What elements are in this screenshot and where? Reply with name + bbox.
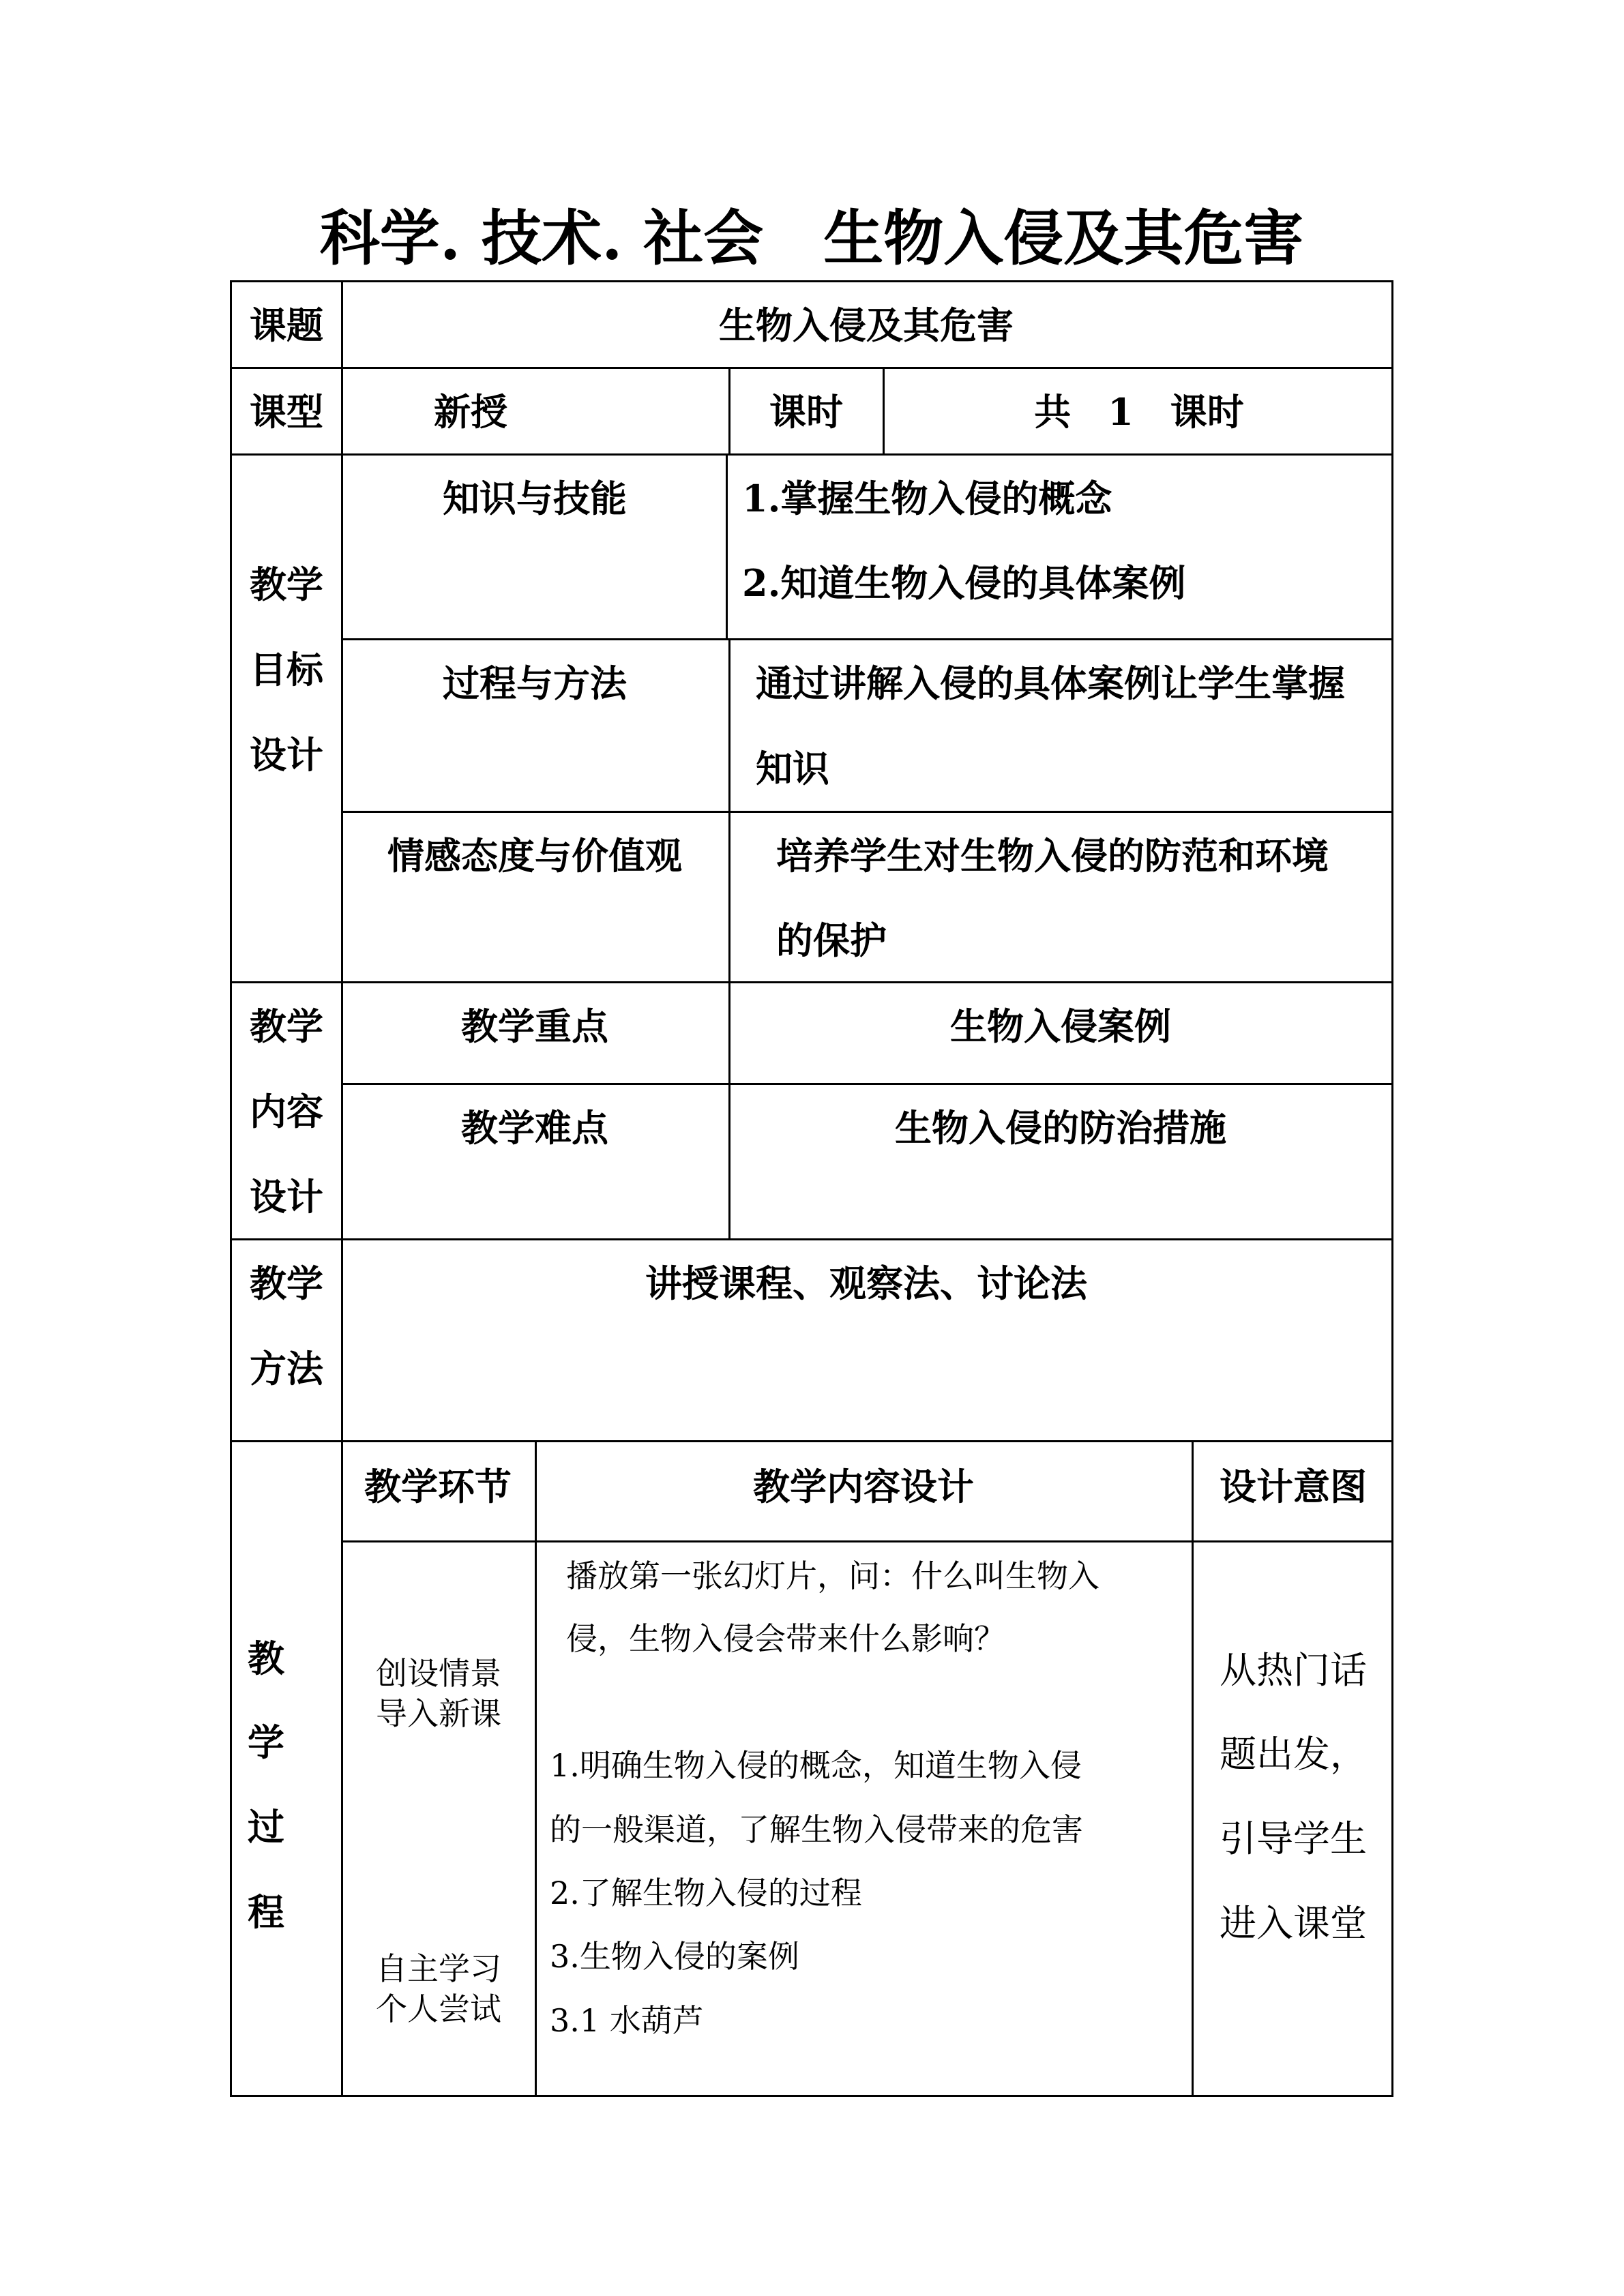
lesson-type-label: 课型 — [250, 390, 323, 434]
intent-line: 引导学生 — [1220, 1817, 1367, 1860]
objective-content-line: 的保护 — [776, 919, 887, 962]
process-label-line: 教 — [248, 1637, 284, 1680]
lesson-hours-label: 课时 — [769, 390, 843, 434]
method-label-line: 方法 — [250, 1347, 323, 1390]
method-label-line: 教学 — [250, 1262, 323, 1305]
intent-line: 从热门话 — [1220, 1649, 1367, 1692]
objective-content-line: 2.知道生物入侵的具体案例 — [742, 561, 1186, 605]
stage-line: 创设情景 — [376, 1655, 501, 1692]
lesson-type-value: 新授 — [434, 390, 507, 434]
content-design-label-line: 内容 — [250, 1090, 323, 1133]
intent-line: 题出发， — [1220, 1733, 1367, 1776]
process-label-line: 程 — [248, 1890, 284, 1934]
objective-content-line: 通过讲解入侵的具体案例让学生掌握 — [756, 661, 1345, 705]
stage-line: 自主学习 — [376, 1950, 501, 1987]
process-label-line: 过 — [248, 1805, 284, 1849]
objective-category: 知识与技能 — [443, 477, 627, 520]
page-title: 科学. 技术. 社会 生物入侵及其危害 — [319, 203, 1304, 273]
objective-category: 过程与方法 — [443, 661, 627, 705]
content-line: 的一般渠道，了解生物入侵带来的危害 — [550, 1811, 1083, 1848]
process-label-line: 学 — [248, 1720, 284, 1764]
objective-content-line: 1.掌握生物入侵的概念 — [742, 477, 1112, 520]
difficulty-label: 教学难点 — [461, 1106, 608, 1150]
intent-header: 设计意图 — [1220, 1465, 1367, 1508]
stage-header: 教学环节 — [364, 1465, 512, 1508]
content-line: 侵，生物入侵会带来什么影响？ — [566, 1620, 1005, 1657]
topic-label: 课题 — [250, 303, 323, 347]
key-point-value: 生物入侵案例 — [950, 1004, 1171, 1048]
content-design-label-line: 教学 — [250, 1004, 323, 1048]
difficulty-value: 生物入侵的防治措施 — [895, 1106, 1226, 1150]
content-line: 3.1 水葫芦 — [550, 2002, 704, 2039]
objective-category: 情感态度与价值观 — [387, 834, 682, 878]
lesson-hours-value: 共 1 课时 — [1034, 390, 1244, 434]
content-design-label-line: 设计 — [250, 1175, 323, 1219]
topic-value: 生物入侵及其危害 — [719, 303, 1014, 347]
objective-content-line: 知识 — [756, 747, 829, 790]
content-line: 2.了解生物入侵的过程 — [550, 1875, 862, 1911]
objective-content-line: 培养学生对生物入侵的防范和环境 — [776, 834, 1329, 878]
stage-line: 导入新课 — [376, 1695, 501, 1732]
intent-line: 进入课堂 — [1220, 1902, 1367, 1945]
content-line: 播放第一张幻灯片，问：什么叫生物入 — [566, 1557, 1099, 1594]
method-value: 讲授课程、观察法、讨论法 — [645, 1262, 1087, 1305]
stage-line: 个人尝试 — [376, 1991, 501, 2027]
objectives-label-line: 目标 — [250, 648, 323, 691]
content-line: 1.明确生物入侵的概念，知道生物入侵 — [550, 1747, 1082, 1784]
key-point-label: 教学重点 — [461, 1004, 608, 1048]
objectives-label-line: 设计 — [250, 733, 323, 777]
objectives-label-line: 教学 — [250, 563, 323, 606]
content-header: 教学内容设计 — [753, 1465, 974, 1508]
content-line: 3.生物入侵的案例 — [550, 1938, 799, 1975]
